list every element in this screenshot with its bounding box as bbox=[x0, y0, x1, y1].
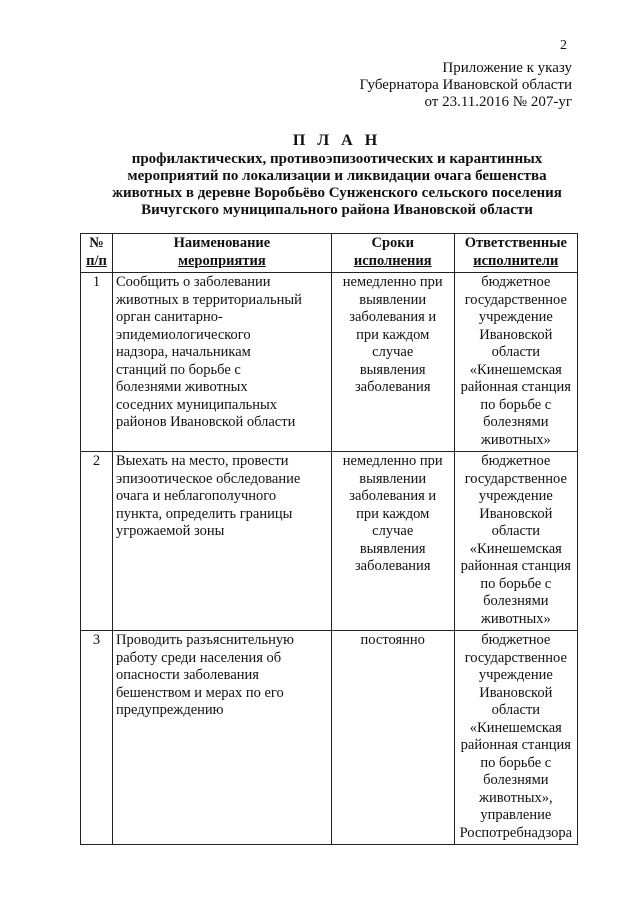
cell-term bbox=[331, 273, 454, 452]
cell-line: области bbox=[491, 702, 541, 718]
cell-term bbox=[331, 452, 454, 631]
cell-line: государственное bbox=[464, 470, 567, 487]
table-row bbox=[81, 452, 578, 631]
cell-line: случае bbox=[372, 344, 414, 360]
cell-line: области bbox=[491, 523, 541, 539]
table-row bbox=[81, 631, 578, 845]
appendix-line: Приложение к указу bbox=[442, 60, 572, 76]
cell-line: угрожаемой зоны bbox=[115, 523, 225, 539]
cell-name bbox=[112, 273, 331, 452]
cell-line: болезнями bbox=[483, 772, 549, 788]
appendix-line: от 23.11.2016 № 207-уг bbox=[424, 94, 572, 110]
cell-line: по борьбе с bbox=[480, 575, 552, 592]
cell-num bbox=[81, 273, 113, 452]
cell-line: болезнями bbox=[483, 414, 549, 430]
header-text: № bbox=[89, 235, 104, 251]
plan-table bbox=[80, 233, 578, 845]
cell-line: случае bbox=[372, 523, 414, 539]
cell-line: выявления bbox=[359, 361, 426, 378]
cell-line: соседних муниципальных bbox=[115, 396, 278, 413]
cell-line: орган санитарно- bbox=[115, 309, 223, 325]
cell-line: 3 bbox=[92, 632, 101, 648]
cell-num bbox=[81, 452, 113, 631]
table-row bbox=[81, 273, 578, 452]
cell-line: Сообщить о заболевании bbox=[115, 274, 271, 290]
cell-line: государственное bbox=[464, 291, 567, 308]
cell-line: бюджетное bbox=[481, 632, 551, 648]
cell-line: постоянно bbox=[360, 632, 425, 648]
cell-line: районная станция bbox=[460, 379, 571, 395]
plan-heading: П Л А Н bbox=[292, 132, 382, 149]
cell-line: по борьбе с bbox=[480, 754, 552, 771]
cell-line: заболевания и bbox=[349, 309, 437, 325]
cell-line: выявлении bbox=[359, 291, 427, 308]
title-line: мероприятий по локализации и ликвидации очага бешенства bbox=[127, 168, 547, 184]
cell-line: учреждение bbox=[478, 309, 553, 325]
cell-line: Проводить разъяснительную bbox=[115, 632, 294, 648]
cell-line: животных», bbox=[479, 789, 553, 806]
cell-line: учреждение bbox=[478, 667, 553, 683]
cell-line: эпизоотическое обследование bbox=[115, 470, 301, 487]
header-text: мероприятия bbox=[178, 252, 266, 269]
cell-line: эпидемиологического bbox=[115, 326, 251, 343]
header-text: Сроки bbox=[371, 235, 414, 251]
page-number: 2 bbox=[560, 38, 567, 53]
header-text: п/п bbox=[86, 252, 107, 269]
title-line: Вичугского муниципального района Ивановской области bbox=[141, 202, 533, 218]
cell-line: немедленно при bbox=[342, 274, 443, 290]
cell-line: районов Ивановской области bbox=[115, 414, 296, 430]
cell-line: бешенством и мерах по его bbox=[115, 684, 284, 701]
cell-line: очага и неблагополучного bbox=[115, 488, 277, 504]
header-num bbox=[81, 234, 113, 273]
title-line: животных в деревне Воробьёво Сунженского сельского поселения bbox=[112, 185, 562, 201]
cell-line: при каждом bbox=[356, 505, 430, 522]
cell-line: Выехать на место, провести bbox=[115, 453, 289, 469]
appendix-reference bbox=[312, 60, 572, 111]
header-text: исполнения bbox=[353, 252, 432, 269]
cell-line: болезнями животных bbox=[115, 379, 248, 395]
cell-line: Ивановской bbox=[479, 326, 553, 343]
appendix-line: Губернатора Ивановской области bbox=[359, 77, 572, 93]
table-body bbox=[81, 273, 578, 845]
header-text: Ответственные bbox=[464, 235, 567, 251]
cell-term bbox=[331, 631, 454, 845]
header-text: исполнители bbox=[473, 252, 559, 269]
cell-line: Роспотребнадзора bbox=[459, 824, 573, 841]
cell-line: «Кинешемская bbox=[469, 361, 562, 378]
cell-resp bbox=[454, 273, 577, 452]
cell-line: районная станция bbox=[460, 558, 571, 574]
table-header-row bbox=[81, 234, 578, 273]
cell-line: 1 bbox=[92, 274, 101, 290]
cell-line: «Кинешемская bbox=[469, 540, 562, 557]
cell-line: животных» bbox=[480, 610, 551, 627]
cell-line: районная станция bbox=[460, 737, 571, 753]
cell-line: Ивановской bbox=[479, 684, 553, 701]
cell-line: области bbox=[491, 344, 541, 360]
cell-line: государственное bbox=[464, 649, 567, 666]
cell-resp bbox=[454, 631, 577, 845]
cell-line: 2 bbox=[92, 453, 101, 469]
cell-line: выявления bbox=[359, 540, 426, 557]
cell-line: животных в территориальный bbox=[115, 291, 302, 308]
cell-name bbox=[112, 452, 331, 631]
cell-line: немедленно при bbox=[342, 453, 443, 469]
cell-line: по борьбе с bbox=[480, 396, 552, 413]
cell-name bbox=[112, 631, 331, 845]
cell-line: животных» bbox=[480, 431, 551, 448]
cell-line: при каждом bbox=[356, 326, 430, 343]
cell-line: станций по борьбе с bbox=[115, 361, 241, 378]
cell-line: опасности заболевания bbox=[115, 667, 259, 683]
cell-line: надзора, начальникам bbox=[115, 344, 251, 360]
cell-line: выявлении bbox=[359, 470, 427, 487]
cell-line: заболевания bbox=[354, 558, 431, 574]
cell-line: «Кинешемская bbox=[469, 719, 562, 736]
cell-line: пункта, определить границы bbox=[115, 505, 293, 522]
document-title bbox=[92, 132, 582, 219]
cell-line: предупреждению bbox=[115, 702, 224, 718]
cell-line: бюджетное bbox=[481, 274, 551, 290]
title-line: профилактических, противоэпизоотических и карантинных bbox=[131, 151, 543, 167]
cell-line: учреждение bbox=[478, 488, 553, 504]
cell-line: управление bbox=[480, 807, 552, 823]
cell-num bbox=[81, 631, 113, 845]
cell-line: бюджетное bbox=[481, 453, 551, 469]
cell-line: заболевания и bbox=[349, 488, 437, 504]
header-text: Наименование bbox=[173, 235, 271, 251]
header-name bbox=[112, 234, 331, 273]
header-resp bbox=[454, 234, 577, 273]
cell-resp bbox=[454, 452, 577, 631]
cell-line: болезнями bbox=[483, 593, 549, 609]
cell-line: работу среди населения об bbox=[115, 649, 282, 666]
header-term bbox=[331, 234, 454, 273]
cell-line: Ивановской bbox=[479, 505, 553, 522]
cell-line: заболевания bbox=[354, 379, 431, 395]
